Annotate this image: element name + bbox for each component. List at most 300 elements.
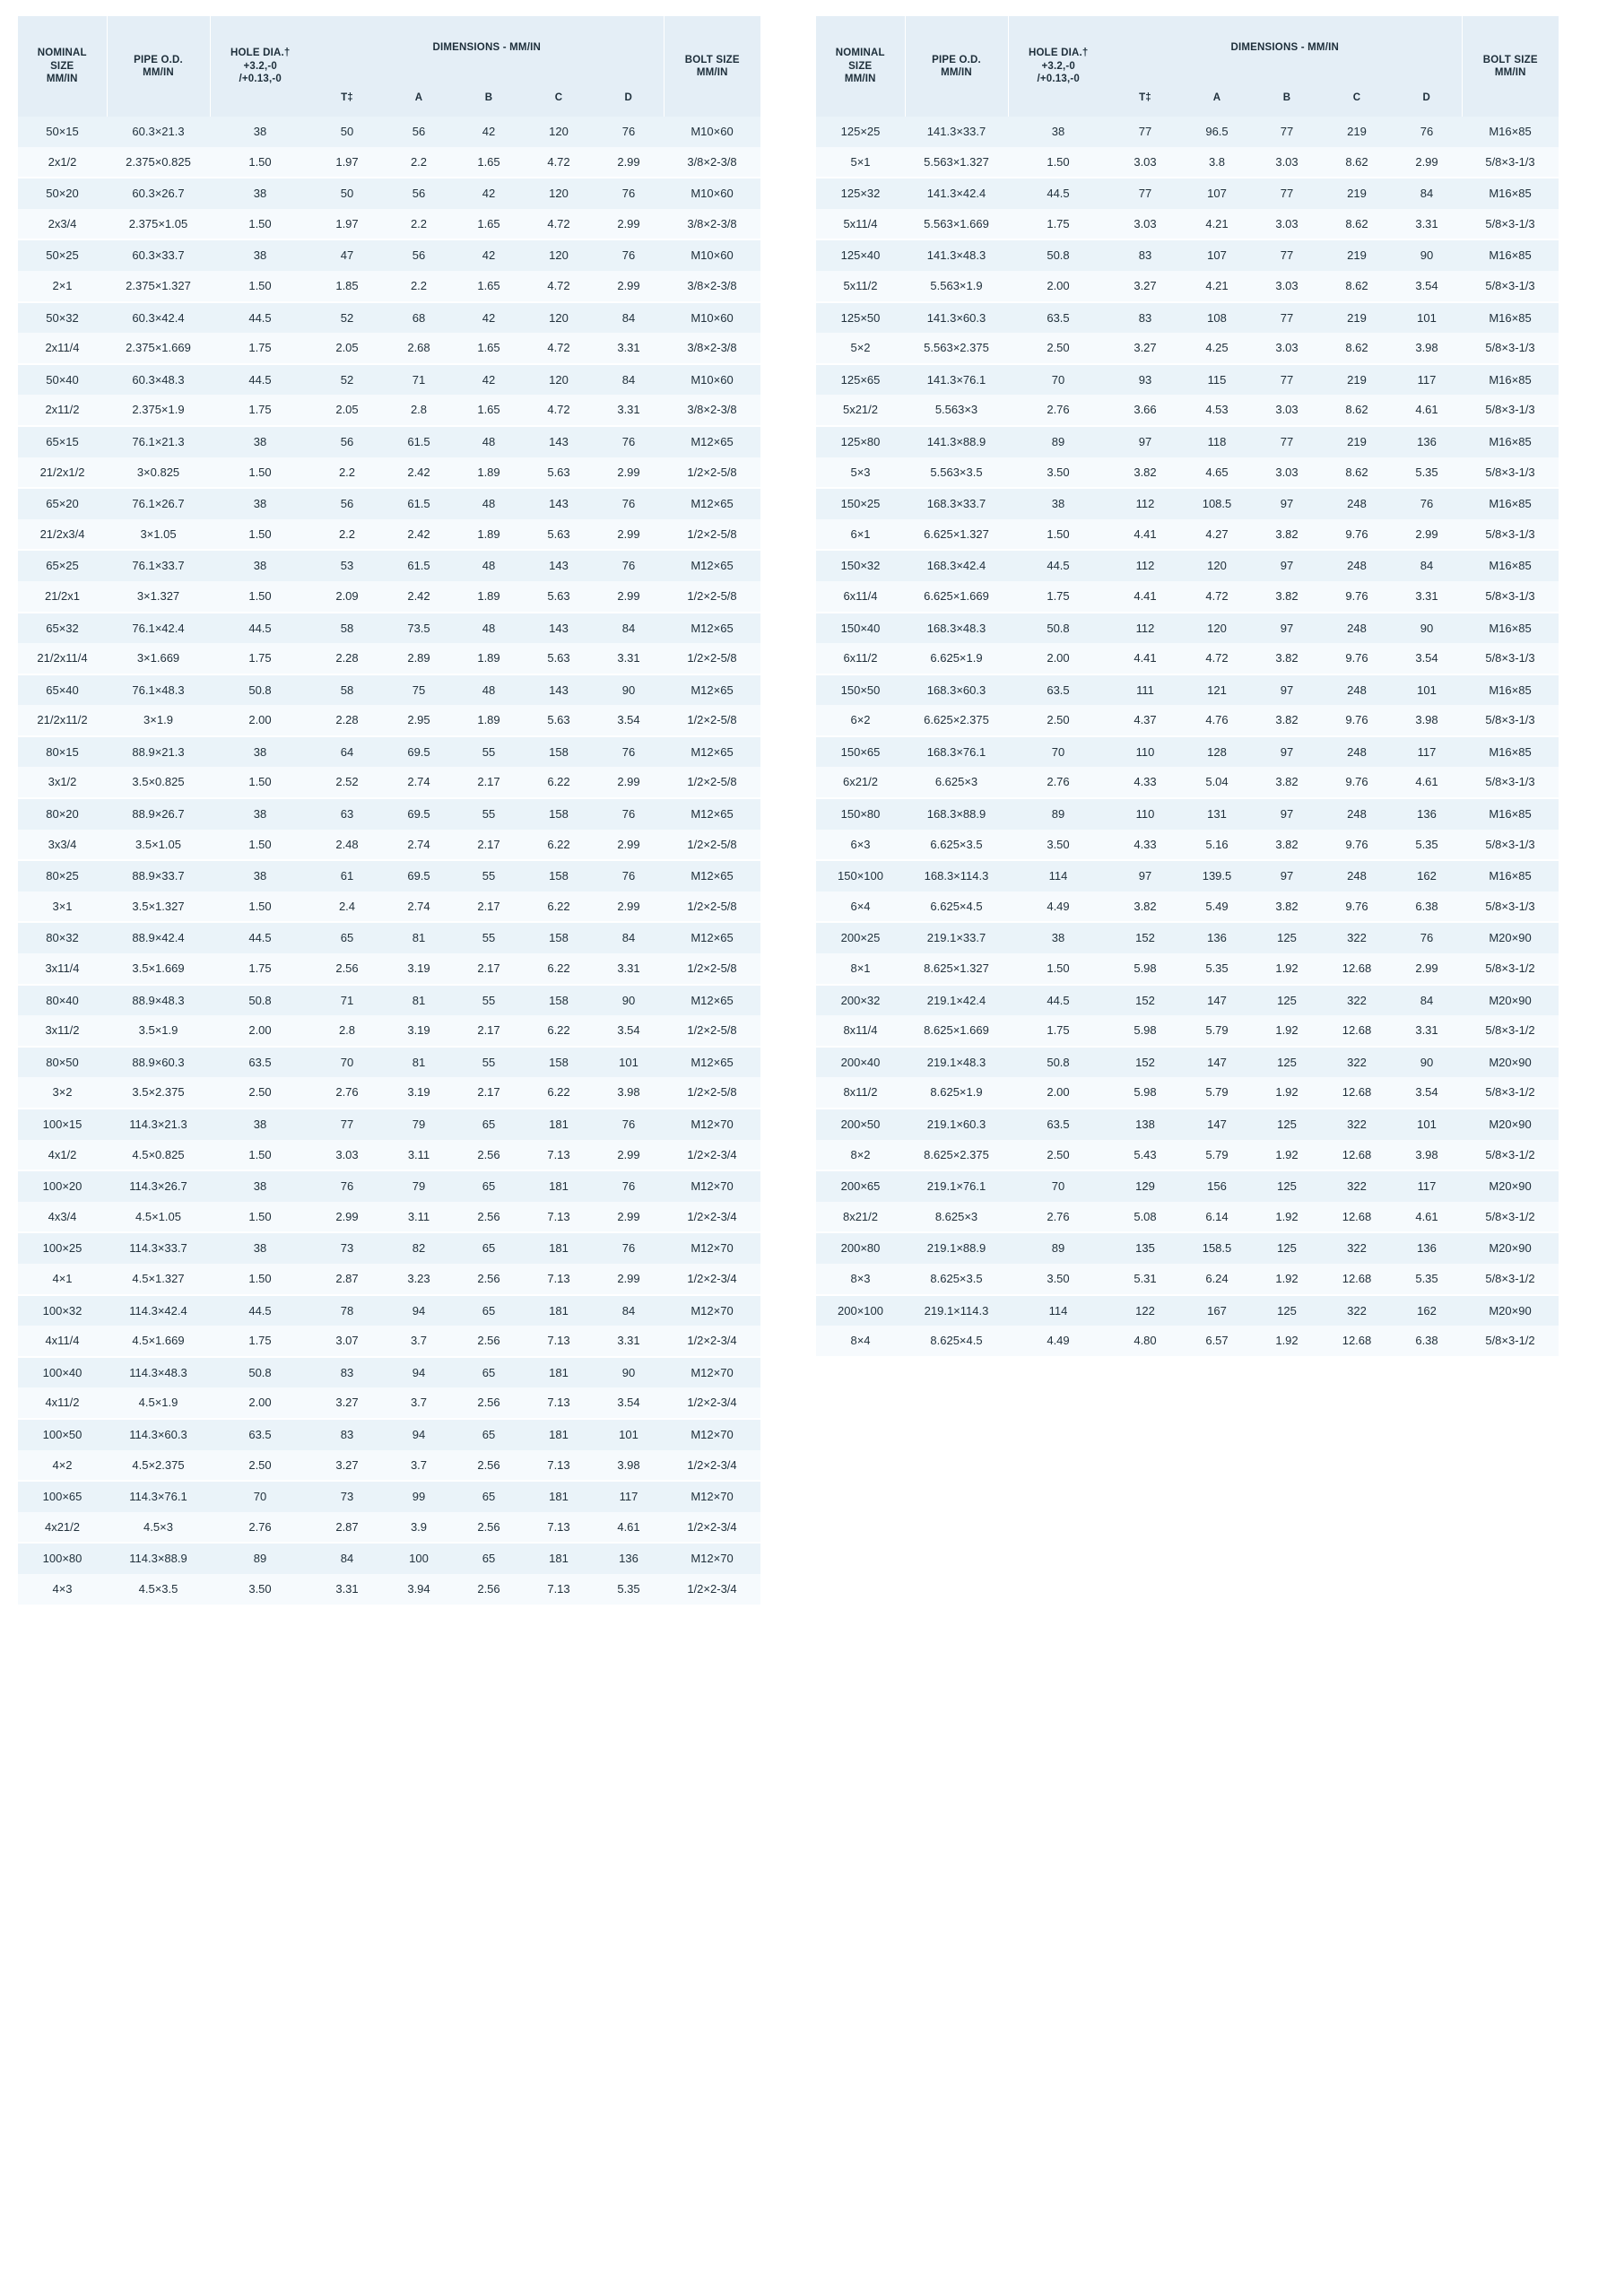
cell-d: 84 xyxy=(1392,550,1462,581)
cell-t: 2.28 xyxy=(310,643,384,674)
table-row xyxy=(816,364,1559,396)
cell-d: 76 xyxy=(594,1170,664,1202)
cell-d: 4.61 xyxy=(1392,1202,1462,1233)
cell-pipe: 219.1×114.3 xyxy=(905,1295,1008,1326)
cell-a: 128 xyxy=(1182,736,1252,768)
cell-c: 9.76 xyxy=(1322,519,1392,551)
table-row xyxy=(816,147,1559,178)
table-header xyxy=(816,16,1559,117)
cell-nominal: 4×2 xyxy=(18,1450,107,1482)
table-row xyxy=(18,457,760,489)
cell-d: 84 xyxy=(594,1295,664,1326)
cell-nominal: 4x1/2 xyxy=(18,1140,107,1171)
header-col-a: A xyxy=(1182,79,1252,117)
cell-a: 2.42 xyxy=(384,519,454,551)
cell-d: 4.61 xyxy=(1392,395,1462,426)
cell-d: 2.99 xyxy=(594,519,664,551)
cell-a: 4.76 xyxy=(1182,705,1252,736)
cell-hole: 50.8 xyxy=(1008,1047,1108,1078)
cell-b: 48 xyxy=(454,550,524,581)
cell-nominal: 8×4 xyxy=(816,1326,905,1357)
cell-hole: 89 xyxy=(210,1543,310,1574)
cell-b: 3.82 xyxy=(1252,581,1322,613)
cell-pipe: 8.625×2.375 xyxy=(905,1140,1008,1171)
cell-hole: 3.50 xyxy=(1008,830,1108,861)
cell-hole: 4.49 xyxy=(1008,1326,1108,1357)
cell-pipe: 114.3×26.7 xyxy=(107,1170,210,1202)
cell-c: 219 xyxy=(1322,364,1392,396)
cell-t: 3.82 xyxy=(1108,891,1182,923)
cell-a: 107 xyxy=(1182,178,1252,209)
cell-b: 65 xyxy=(454,1481,524,1512)
cell-nominal: 6×4 xyxy=(816,891,905,923)
cell-bolt: M16×85 xyxy=(1462,117,1559,147)
cell-bolt: M12×70 xyxy=(664,1543,760,1574)
cell-t: 5.98 xyxy=(1108,1015,1182,1047)
cell-c: 7.13 xyxy=(524,1387,594,1419)
cell-pipe: 219.1×88.9 xyxy=(905,1232,1008,1264)
cell-t: 2.05 xyxy=(310,333,384,364)
cell-hole: 1.50 xyxy=(210,147,310,178)
header-hole-dia xyxy=(210,16,310,117)
cell-t: 2.76 xyxy=(310,1077,384,1109)
cell-nominal: 125×65 xyxy=(816,364,905,396)
cell-pipe: 141.3×60.3 xyxy=(905,302,1008,334)
cell-d: 90 xyxy=(594,1357,664,1388)
table-row xyxy=(816,613,1559,644)
cell-hole: 2.76 xyxy=(210,1512,310,1544)
table-row xyxy=(18,395,760,426)
cell-bolt: M10×60 xyxy=(664,117,760,147)
cell-c: 5.63 xyxy=(524,581,594,613)
cell-c: 248 xyxy=(1322,798,1392,830)
cell-nominal: 80×25 xyxy=(18,860,107,891)
cell-a: 61.5 xyxy=(384,426,454,457)
cell-bolt: M16×85 xyxy=(1462,674,1559,706)
cell-nominal: 100×20 xyxy=(18,1170,107,1202)
cell-pipe: 114.3×33.7 xyxy=(107,1232,210,1264)
cell-nominal: 21/2x1 xyxy=(18,581,107,613)
header-col-c: C xyxy=(524,79,594,117)
header-pipe-od-line1: PIPE O.D. xyxy=(134,54,183,65)
cell-bolt: 5/8×3-1/2 xyxy=(1462,953,1559,985)
table-row xyxy=(18,333,760,364)
cell-nominal: 8x21/2 xyxy=(816,1202,905,1233)
cell-nominal: 6x11/4 xyxy=(816,581,905,613)
cell-t: 71 xyxy=(310,985,384,1016)
cell-c: 9.76 xyxy=(1322,891,1392,923)
cell-pipe: 3.5×1.05 xyxy=(107,830,210,861)
cell-bolt: 5/8×3-1/2 xyxy=(1462,1326,1559,1357)
table-row xyxy=(18,891,760,923)
cell-a: 81 xyxy=(384,985,454,1016)
cell-pipe: 141.3×48.3 xyxy=(905,239,1008,271)
table-row xyxy=(18,147,760,178)
cell-bolt: 1/2×2-5/8 xyxy=(664,581,760,613)
cell-nominal: 150×32 xyxy=(816,550,905,581)
cell-bolt: M12×65 xyxy=(664,922,760,953)
cell-b: 2.56 xyxy=(454,1512,524,1544)
header-nominal-size-line2: SIZE xyxy=(848,60,873,72)
spec-table-right xyxy=(816,16,1559,1358)
cell-pipe: 6.625×1.9 xyxy=(905,643,1008,674)
cell-bolt: M12×65 xyxy=(664,860,760,891)
cell-t: 3.03 xyxy=(310,1140,384,1171)
cell-b: 65 xyxy=(454,1419,524,1450)
cell-a: 71 xyxy=(384,364,454,396)
cell-a: 3.7 xyxy=(384,1450,454,1482)
cell-t: 2.87 xyxy=(310,1264,384,1295)
cell-bolt: 3/8×2-3/8 xyxy=(664,271,760,302)
cell-d: 76 xyxy=(594,426,664,457)
table-header xyxy=(18,16,760,117)
cell-hole: 44.5 xyxy=(210,364,310,396)
cell-b: 42 xyxy=(454,364,524,396)
cell-c: 8.62 xyxy=(1322,271,1392,302)
cell-t: 77 xyxy=(1108,117,1182,147)
cell-pipe: 3×1.669 xyxy=(107,643,210,674)
cell-d: 2.99 xyxy=(1392,147,1462,178)
cell-b: 125 xyxy=(1252,985,1322,1016)
cell-c: 181 xyxy=(524,1295,594,1326)
cell-b: 1.92 xyxy=(1252,1015,1322,1047)
cell-pipe: 3.5×1.9 xyxy=(107,1015,210,1047)
cell-d: 3.54 xyxy=(1392,271,1462,302)
cell-b: 65 xyxy=(454,1295,524,1326)
cell-c: 120 xyxy=(524,178,594,209)
cell-b: 77 xyxy=(1252,117,1322,147)
cell-pipe: 141.3×42.4 xyxy=(905,178,1008,209)
cell-hole: 1.50 xyxy=(1008,147,1108,178)
table-row xyxy=(816,395,1559,426)
cell-t: 78 xyxy=(310,1295,384,1326)
cell-nominal: 150×50 xyxy=(816,674,905,706)
cell-d: 84 xyxy=(594,922,664,953)
cell-bolt: 1/2×2-5/8 xyxy=(664,1077,760,1109)
table-row xyxy=(816,271,1559,302)
cell-pipe: 6.625×3.5 xyxy=(905,830,1008,861)
cell-bolt: 5/8×3-1/2 xyxy=(1462,1202,1559,1233)
cell-d: 117 xyxy=(1392,1170,1462,1202)
cell-hole: 2.76 xyxy=(1008,1202,1108,1233)
cell-d: 76 xyxy=(1392,117,1462,147)
cell-hole: 1.75 xyxy=(1008,209,1108,240)
cell-d: 136 xyxy=(1392,426,1462,457)
cell-t: 58 xyxy=(310,613,384,644)
cell-bolt: 5/8×3-1/2 xyxy=(1462,1015,1559,1047)
table-row xyxy=(816,705,1559,736)
cell-b: 97 xyxy=(1252,613,1322,644)
cell-a: 68 xyxy=(384,302,454,334)
header-col-t: T‡ xyxy=(310,79,384,117)
header-pipe-od-line2: MM/IN xyxy=(143,67,174,78)
cell-nominal: 2x11/2 xyxy=(18,395,107,426)
cell-nominal: 3x3/4 xyxy=(18,830,107,861)
cell-hole: 2.00 xyxy=(1008,1077,1108,1109)
cell-c: 322 xyxy=(1322,1047,1392,1078)
table-row xyxy=(18,488,760,519)
cell-t: 64 xyxy=(310,736,384,768)
cell-a: 2.2 xyxy=(384,271,454,302)
cell-a: 139.5 xyxy=(1182,860,1252,891)
cell-bolt: M12×65 xyxy=(664,488,760,519)
cell-c: 181 xyxy=(524,1419,594,1450)
cell-pipe: 2.375×1.9 xyxy=(107,395,210,426)
table-row xyxy=(816,1295,1559,1326)
cell-c: 120 xyxy=(524,117,594,147)
header-hole-dia xyxy=(1008,16,1108,117)
cell-a: 120 xyxy=(1182,550,1252,581)
cell-hole: 63.5 xyxy=(1008,674,1108,706)
cell-a: 136 xyxy=(1182,922,1252,953)
cell-bolt: M12×65 xyxy=(664,613,760,644)
cell-c: 8.62 xyxy=(1322,457,1392,489)
table-row xyxy=(18,985,760,1016)
cell-d: 136 xyxy=(594,1543,664,1574)
cell-b: 125 xyxy=(1252,1295,1322,1326)
cell-t: 2.05 xyxy=(310,395,384,426)
cell-t: 83 xyxy=(1108,239,1182,271)
cell-d: 76 xyxy=(594,860,664,891)
cell-d: 76 xyxy=(1392,922,1462,953)
cell-a: 69.5 xyxy=(384,736,454,768)
cell-a: 94 xyxy=(384,1357,454,1388)
cell-hole: 89 xyxy=(1008,426,1108,457)
cell-c: 6.22 xyxy=(524,953,594,985)
cell-pipe: 114.3×88.9 xyxy=(107,1543,210,1574)
cell-pipe: 141.3×33.7 xyxy=(905,117,1008,147)
table-row xyxy=(18,922,760,953)
cell-a: 56 xyxy=(384,117,454,147)
cell-d: 5.35 xyxy=(1392,457,1462,489)
table-row xyxy=(816,953,1559,985)
cell-a: 147 xyxy=(1182,1047,1252,1078)
cell-d: 136 xyxy=(1392,798,1462,830)
cell-c: 181 xyxy=(524,1543,594,1574)
cell-pipe: 8.625×3.5 xyxy=(905,1264,1008,1295)
table-row xyxy=(18,1481,760,1512)
cell-b: 2.17 xyxy=(454,1015,524,1047)
cell-t: 3.03 xyxy=(1108,147,1182,178)
cell-hole: 89 xyxy=(1008,798,1108,830)
cell-c: 248 xyxy=(1322,613,1392,644)
cell-c: 120 xyxy=(524,364,594,396)
cell-t: 52 xyxy=(310,364,384,396)
cell-t: 2.4 xyxy=(310,891,384,923)
cell-pipe: 8.625×1.9 xyxy=(905,1077,1008,1109)
cell-c: 158 xyxy=(524,798,594,830)
cell-hole: 1.50 xyxy=(210,457,310,489)
cell-nominal: 8x11/2 xyxy=(816,1077,905,1109)
table-row xyxy=(816,830,1559,861)
cell-pipe: 114.3×48.3 xyxy=(107,1357,210,1388)
cell-hole: 38 xyxy=(210,117,310,147)
cell-nominal: 100×25 xyxy=(18,1232,107,1264)
cell-bolt: 1/2×2-5/8 xyxy=(664,953,760,985)
cell-bolt: M12×65 xyxy=(664,985,760,1016)
cell-hole: 63.5 xyxy=(1008,1109,1108,1140)
cell-a: 4.65 xyxy=(1182,457,1252,489)
cell-d: 2.99 xyxy=(594,830,664,861)
cell-pipe: 88.9×48.3 xyxy=(107,985,210,1016)
cell-t: 76 xyxy=(310,1170,384,1202)
cell-t: 58 xyxy=(310,674,384,706)
table-row xyxy=(18,1295,760,1326)
cell-hole: 1.75 xyxy=(210,953,310,985)
header-nominal-size-line2: SIZE xyxy=(50,60,74,72)
cell-pipe: 6.625×4.5 xyxy=(905,891,1008,923)
cell-t: 138 xyxy=(1108,1109,1182,1140)
header-hole-dia-line2: +3.2,-0 xyxy=(1041,60,1076,72)
table-row xyxy=(816,985,1559,1016)
cell-pipe: 219.1×76.1 xyxy=(905,1170,1008,1202)
cell-b: 42 xyxy=(454,117,524,147)
header-nominal-size-line1: NOMINAL xyxy=(835,48,885,59)
cell-b: 1.92 xyxy=(1252,1077,1322,1109)
cell-nominal: 3x11/4 xyxy=(18,953,107,985)
cell-t: 3.31 xyxy=(310,1574,384,1605)
cell-bolt: 1/2×2-5/8 xyxy=(664,519,760,551)
cell-nominal: 100×80 xyxy=(18,1543,107,1574)
cell-nominal: 6x21/2 xyxy=(816,767,905,798)
cell-b: 2.56 xyxy=(454,1450,524,1482)
cell-pipe: 60.3×48.3 xyxy=(107,364,210,396)
cell-d: 84 xyxy=(1392,985,1462,1016)
cell-nominal: 150×65 xyxy=(816,736,905,768)
cell-c: 181 xyxy=(524,1109,594,1140)
cell-bolt: M16×85 xyxy=(1462,239,1559,271)
cell-c: 7.13 xyxy=(524,1264,594,1295)
cell-hole: 70 xyxy=(1008,1170,1108,1202)
cell-a: 3.7 xyxy=(384,1387,454,1419)
cell-t: 56 xyxy=(310,426,384,457)
table-row xyxy=(816,1232,1559,1264)
cell-hole: 3.50 xyxy=(210,1574,310,1605)
table-row xyxy=(18,1047,760,1078)
table-row xyxy=(18,581,760,613)
cell-a: 3.23 xyxy=(384,1264,454,1295)
cell-pipe: 168.3×76.1 xyxy=(905,736,1008,768)
cell-d: 76 xyxy=(594,117,664,147)
cell-nominal: 65×40 xyxy=(18,674,107,706)
cell-b: 77 xyxy=(1252,426,1322,457)
cell-a: 156 xyxy=(1182,1170,1252,1202)
cell-d: 3.31 xyxy=(594,1326,664,1357)
cell-hole: 70 xyxy=(1008,736,1108,768)
cell-hole: 1.75 xyxy=(210,643,310,674)
cell-b: 1.92 xyxy=(1252,1326,1322,1357)
cell-b: 125 xyxy=(1252,1232,1322,1264)
cell-bolt: 5/8×3-1/3 xyxy=(1462,209,1559,240)
cell-c: 143 xyxy=(524,488,594,519)
cell-pipe: 8.625×4.5 xyxy=(905,1326,1008,1357)
cell-bolt: 5/8×3-1/2 xyxy=(1462,1264,1559,1295)
cell-bolt: M16×85 xyxy=(1462,613,1559,644)
header-pipe-od xyxy=(905,16,1008,117)
header-hole-dia-line3: /+0.13,-0 xyxy=(1037,74,1080,85)
cell-a: 81 xyxy=(384,1047,454,1078)
cell-bolt: M12×65 xyxy=(664,1047,760,1078)
table-row xyxy=(18,1077,760,1109)
table-row xyxy=(18,1357,760,1388)
cell-a: 6.24 xyxy=(1182,1264,1252,1295)
cell-bolt: 1/2×2-3/4 xyxy=(664,1512,760,1544)
table-row xyxy=(18,705,760,736)
cell-b: 3.82 xyxy=(1252,519,1322,551)
cell-hole: 1.75 xyxy=(210,395,310,426)
cell-c: 8.62 xyxy=(1322,147,1392,178)
cell-t: 2.8 xyxy=(310,1015,384,1047)
cell-bolt: M12×70 xyxy=(664,1170,760,1202)
cell-pipe: 5.563×1.9 xyxy=(905,271,1008,302)
cell-pipe: 5.563×2.375 xyxy=(905,333,1008,364)
cell-d: 117 xyxy=(1392,364,1462,396)
cell-t: 2.56 xyxy=(310,953,384,985)
cell-a: 4.21 xyxy=(1182,209,1252,240)
table-row xyxy=(18,1015,760,1047)
cell-t: 152 xyxy=(1108,922,1182,953)
cell-b: 2.17 xyxy=(454,830,524,861)
cell-d: 117 xyxy=(1392,736,1462,768)
cell-c: 248 xyxy=(1322,736,1392,768)
cell-hole: 38 xyxy=(1008,117,1108,147)
cell-a: 82 xyxy=(384,1232,454,1264)
cell-b: 97 xyxy=(1252,798,1322,830)
cell-c: 181 xyxy=(524,1357,594,1388)
cell-hole: 1.50 xyxy=(1008,519,1108,551)
cell-b: 1.89 xyxy=(454,519,524,551)
cell-bolt: 1/2×2-3/4 xyxy=(664,1450,760,1482)
cell-hole: 4.49 xyxy=(1008,891,1108,923)
cell-t: 129 xyxy=(1108,1170,1182,1202)
cell-d: 162 xyxy=(1392,1295,1462,1326)
cell-nominal: 3×2 xyxy=(18,1077,107,1109)
table-row xyxy=(816,117,1559,147)
cell-hole: 38 xyxy=(210,736,310,768)
cell-t: 50 xyxy=(310,178,384,209)
cell-hole: 1.50 xyxy=(210,271,310,302)
cell-hole: 38 xyxy=(210,1109,310,1140)
cell-bolt: 5/8×3-1/3 xyxy=(1462,581,1559,613)
cell-hole: 1.75 xyxy=(1008,581,1108,613)
cell-bolt: M12×65 xyxy=(664,736,760,768)
cell-b: 97 xyxy=(1252,736,1322,768)
table-row xyxy=(816,519,1559,551)
table-row xyxy=(816,767,1559,798)
cell-hole: 2.50 xyxy=(1008,705,1108,736)
cell-a: 3.8 xyxy=(1182,147,1252,178)
table-row xyxy=(816,1077,1559,1109)
cell-bolt: M10×60 xyxy=(664,178,760,209)
cell-pipe: 3.5×1.327 xyxy=(107,891,210,923)
cell-t: 112 xyxy=(1108,550,1182,581)
cell-d: 3.31 xyxy=(1392,581,1462,613)
cell-pipe: 5.563×1.669 xyxy=(905,209,1008,240)
cell-b: 3.82 xyxy=(1252,705,1322,736)
cell-a: 5.16 xyxy=(1182,830,1252,861)
cell-nominal: 65×32 xyxy=(18,613,107,644)
cell-nominal: 3×1 xyxy=(18,891,107,923)
cell-pipe: 3×1.9 xyxy=(107,705,210,736)
cell-c: 248 xyxy=(1322,488,1392,519)
cell-t: 2.2 xyxy=(310,457,384,489)
cell-a: 118 xyxy=(1182,426,1252,457)
cell-t: 4.41 xyxy=(1108,581,1182,613)
cell-hole: 2.50 xyxy=(1008,333,1108,364)
cell-d: 90 xyxy=(1392,239,1462,271)
cell-hole: 1.50 xyxy=(210,581,310,613)
cell-hole: 1.50 xyxy=(210,519,310,551)
